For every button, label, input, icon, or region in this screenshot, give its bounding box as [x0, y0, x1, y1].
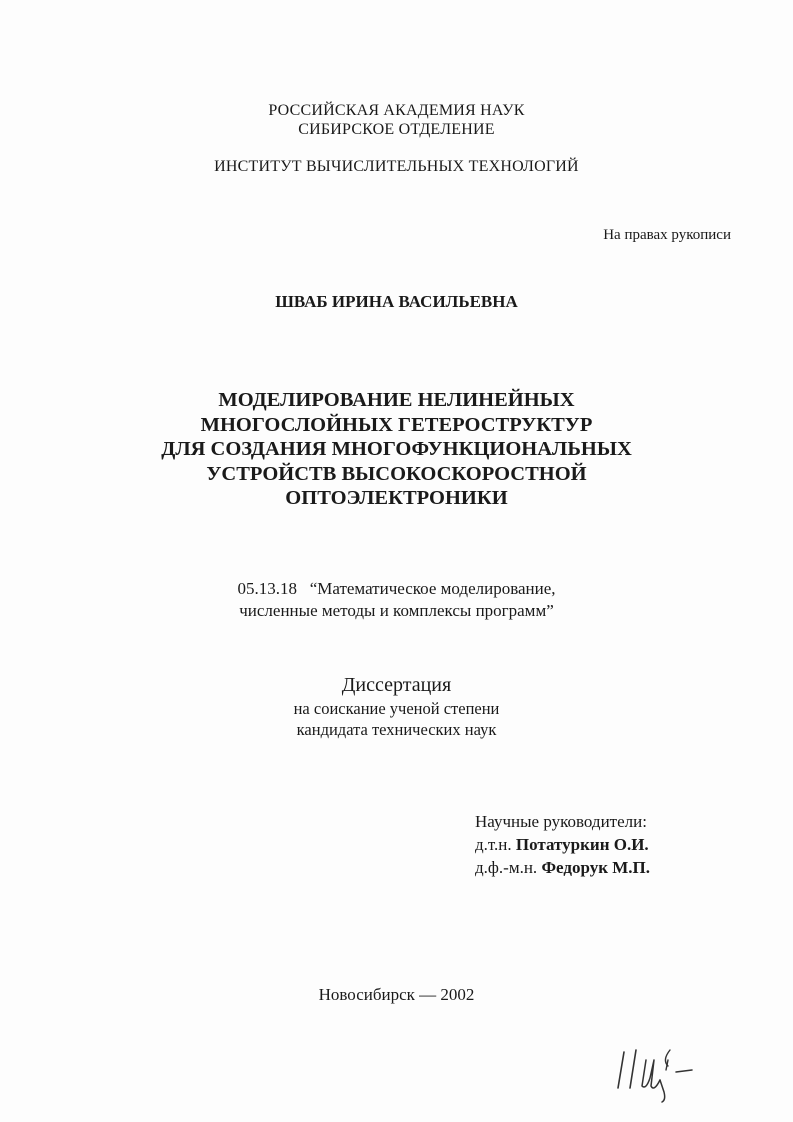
specialty-line-1: 05.13.18 “Математическое моделирование,: [237, 579, 556, 598]
dissertation-heading: Диссертация: [341, 674, 452, 696]
advisor-name: Потатуркин О.И.: [515, 835, 649, 854]
academy-name: РОССИЙСКАЯ АКАДЕМИЯ НАУК: [268, 102, 525, 119]
title-line: МНОГОСЛОЙНЫХ ГЕТЕРОСТРУКТУР: [200, 413, 593, 436]
advisors-block: [475, 810, 650, 879]
title-line: МОДЕЛИРОВАНИЕ НЕЛИНЕЙНЫХ: [218, 389, 575, 411]
advisor-entry: [475, 833, 650, 856]
title-line: ОПТОЭЛЕКТРОНИКИ: [285, 487, 508, 509]
advisor-entry: [475, 856, 650, 879]
branch-name: СИБИРСКОЕ ОТДЕЛЕНИЕ: [298, 121, 495, 138]
institute-name: ИНСТИТУТ ВЫЧИСЛИТЕЛЬНЫХ ТЕХНОЛОГИЙ: [214, 158, 579, 175]
degree-line-1: на соискание ученой степени: [293, 699, 500, 718]
advisors-heading: Научные руководители:: [475, 812, 647, 831]
advisor-degree: д.ф.-м.н.: [475, 858, 542, 877]
degree-line-2: кандидата технических наук: [296, 720, 497, 739]
degree-description: [0, 698, 793, 740]
specialty-line-2: численные методы и комплексы программ”: [239, 601, 554, 620]
title-line: ДЛЯ СОЗДАНИЯ МНОГОФУНКЦИОНАЛЬНЫХ: [161, 438, 632, 460]
dissertation-title: [0, 388, 793, 511]
advisor-name: Федорук М.П.: [541, 858, 651, 877]
rights-note: На правах рукописи: [603, 227, 731, 243]
advisor-degree: д.т.н.: [475, 835, 516, 854]
title-line: УСТРОЙСТВ ВЫСОКОСКОРОСТНОЙ: [206, 462, 587, 485]
specialty: [0, 578, 793, 622]
author-name: ШВАБ ИРИНА ВАСИЛЬЕВНА: [275, 292, 518, 311]
handwritten-mark: [612, 1030, 702, 1105]
city-year: Новосибирск — 2002: [318, 985, 475, 1004]
